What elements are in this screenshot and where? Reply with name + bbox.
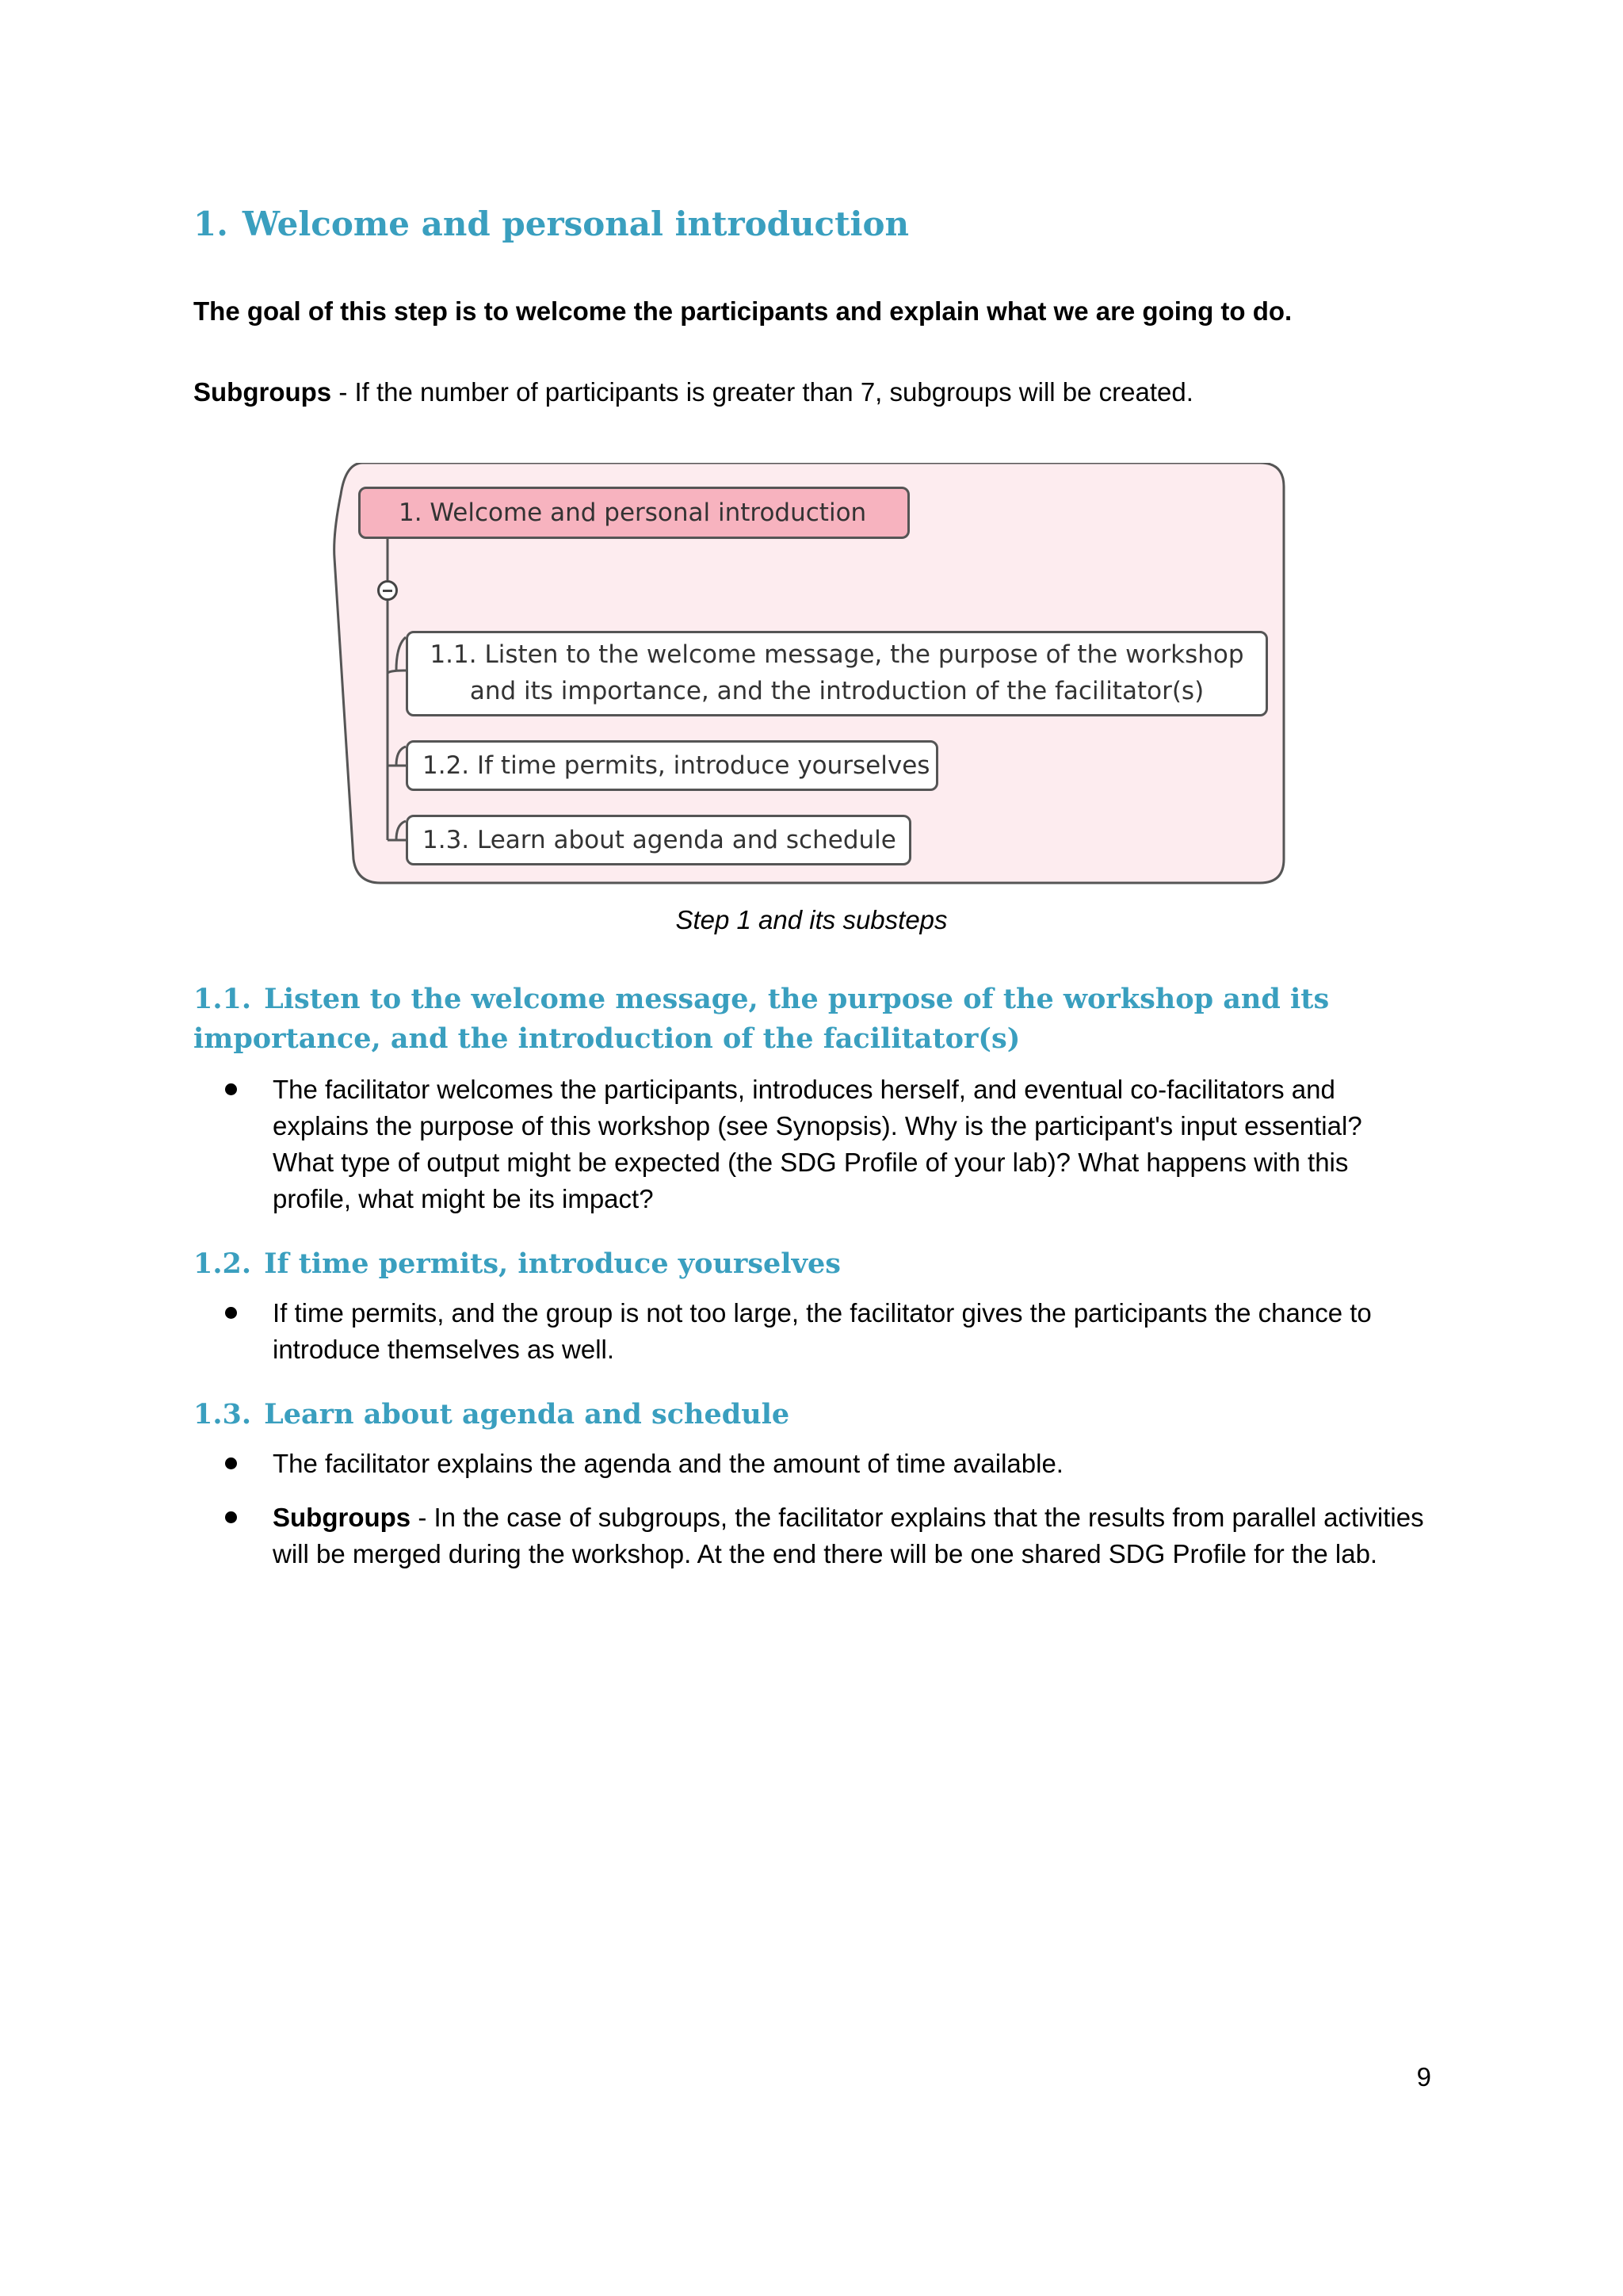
list-item — [193, 1295, 1430, 1368]
subsection-title: If time permits, introduce yourselves — [264, 1247, 841, 1280]
subsection-heading-1-1 — [193, 980, 1430, 1059]
goal-statement: The goal of this step is to welcome the participants and explain what we are going to do. — [193, 296, 1293, 326]
subsection-heading-1-3 — [193, 1395, 1430, 1435]
list-item — [193, 1446, 1430, 1482]
bullet-icon — [225, 1083, 237, 1095]
subsection-number: 1.2. — [193, 1247, 252, 1280]
bullet-icon — [225, 1457, 237, 1469]
figure-caption: Step 1 and its substeps — [675, 905, 948, 934]
subsection-title: Learn about agenda and schedule — [264, 1398, 790, 1431]
section-number: 1. — [193, 204, 228, 243]
diagram-node-1-3: 1.3. Learn about agenda and schedule — [406, 815, 911, 865]
diagram-node-1-2: 1.2. If time permits, introduce yourselves — [406, 740, 938, 791]
list-item — [193, 1072, 1430, 1217]
list-item-text: The facilitator explains the agenda and the amount of time available. — [273, 1449, 1064, 1478]
list-item-lead: Subgroups — [273, 1503, 411, 1532]
list-item-text: If time permits, and the group is not too large, the facilitator gives the participants the chance to introduce themselves as well. — [273, 1298, 1372, 1364]
subsection-title: Listen to the welcome message, the purpose of the workshop and its importance, and the introduction of the facilitator(s) — [193, 983, 1330, 1055]
subsection-heading-1-2 — [193, 1244, 1430, 1284]
section-title: Welcome and personal introduction — [242, 204, 910, 243]
subgroups-lead: Subgroups — [193, 377, 332, 407]
diagram-node-1-1: 1.1. Listen to the welcome message, the purpose of the workshop and its importance, and the introduction of the facilitator(s) — [406, 631, 1268, 716]
section-heading — [193, 204, 909, 243]
subgroups-text: - If the number of participants is greater than 7, subgroups will be created. — [331, 377, 1193, 407]
bullet-list-1-3 — [193, 1446, 1430, 1590]
subsection-number: 1.3. — [193, 1398, 252, 1431]
list-item-text: - In the case of subgroups, the facilitator explains that the results from parallel activities will be merged during the workshop. At the end there will be one shared SDG Profile for the lab. — [273, 1503, 1424, 1568]
list-item-text: The facilitator welcomes the participants, introduces herself, and eventual co-facilitators and explains the purpose of this workshop (see Synopsis). Why is the participant's input essential? What type of output might be expected (the SDG Profile of your lab)? What happens with this profile, what might be its impact? — [273, 1075, 1362, 1213]
page-number: 9 — [1416, 2062, 1431, 2092]
list-item — [193, 1499, 1430, 1572]
collapse-minus-icon[interactable] — [377, 580, 398, 601]
bullet-list-1-2 — [193, 1295, 1430, 1385]
bullet-list-1-1 — [193, 1072, 1430, 1235]
subsection-number: 1.1. — [193, 983, 252, 1015]
diagram-root-node: 1. Welcome and personal introduction — [358, 487, 910, 539]
subgroups-note — [193, 374, 1193, 411]
mind-map-diagram — [333, 463, 1292, 888]
bullet-icon — [225, 1307, 237, 1319]
bullet-icon — [225, 1511, 237, 1523]
